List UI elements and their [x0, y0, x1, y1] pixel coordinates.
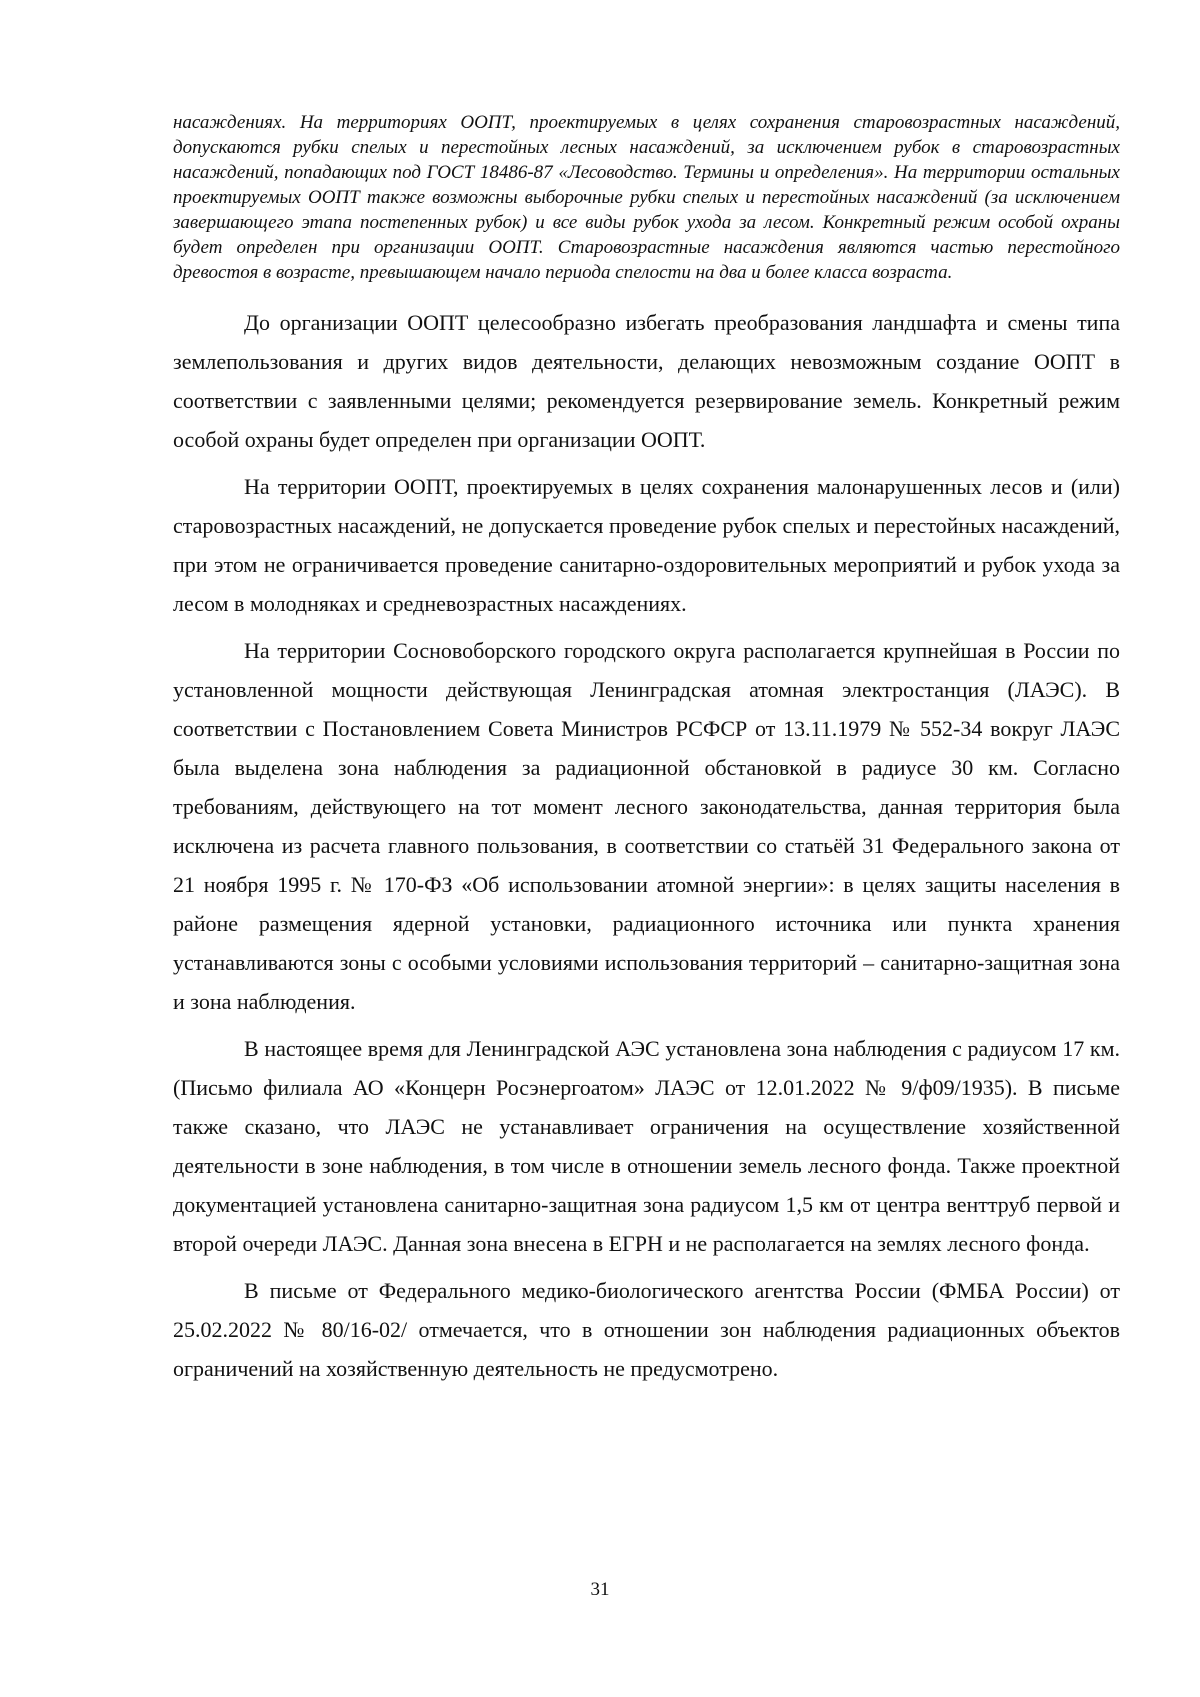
paragraph-oopt-logging: На территории ООПТ, проектируемых в целях сохранения малонарушенных лесов и (или) старовозрастных насаждений, не допускается проведение рубок спелых и перестойных насаждений, при этом не ограничивается проведение санитарно-оздоровительных мероприятий и рубок ухода за лесом в молодняках и средневозрастных насаждениях.: [173, 474, 1120, 616]
paragraph-oopt-organization: До организации ООПТ целесообразно избегать преобразования ландшафта и смены типа землепользования и других видов деятельности, делающих невозможным создание ООПТ в соответствии с заявленными целями; рекомендуется резервирование земель. Конкретный режим особой охраны будет определен при организации ООПТ.: [173, 310, 1120, 452]
paragraph-laes-observation-zone: На территории Сосновоборского городского округа располагается крупнейшая в России по установленной мощности действующая Ленинградская атомная электростанция (ЛАЭС). В соответствии с Постановлением Совета Министров РСФСР от 13.11.1979 № 552-34 вокруг ЛАЭС была выделена зона наблюдения за радиационной обстановкой в радиусе 30 км. Согласно требованиям, действующего на тот момент лесного законодательства, данная территория была исключена из расчета главного пользования, в соответствии со статьёй 31 Федерального закона от 21 ноября 1995 г. № 170-ФЗ «Об использовании атомной энергии»: в целях защиты населения в районе размещения ядерной установки, радиационного источника или пункта хранения устанавливаются зоны с особыми условиями использования территорий – санитарно-защитная зона и зона наблюдения.: [173, 638, 1120, 1014]
italic-note: насаждениях. На территориях ООПТ, проектируемых в целях сохранения старовозрастных насаждений, допускаются рубки спелых и перестойных лесных насаждений, за исключением рубок в старовозрастных насаждений, попадающих под ГОСТ 18486-87 «Лесоводство. Термины и определения». На территории остальных проектируемых ООПТ также возможны выборочные рубки спелых и перестойных насаждений (за исключением завершающего этапа постепенных рубок) и все виды рубок ухода за лесом. Конкретный режим особой охраны будет определен при организации ООПТ. Старовозрастные насаждения являются частью перестойного древостоя в возрасте, превышающем начало периода спелости на два и более класса возраста.: [173, 112, 1120, 283]
document-page: [173, 110, 1120, 1396]
paragraph-fmba-letter: В письме от Федерального медико-биологического агентства России (ФМБА России) от 25.02.2022 № 80/16-02/ отмечается, что в отношении зон наблюдения радиационных объектов ограничений на хозяйственную деятельность не предусмотрено.: [173, 1278, 1120, 1381]
page-number: 31: [590, 1579, 610, 1600]
paragraph-current-zone: В настоящее время для Ленинградской АЭС установлена зона наблюдения с радиусом 17 км. (Письмо филиала АО «Концерн Росэнергоатом» ЛАЭС от 12.01.2022 № 9/ф09/1935). В письме также сказано, что ЛАЭС не устанавливает ограничения на осуществление хозяйственной деятельности в зоне наблюдения, в том числе в отношении земель лесного фонда. Также проектной документацией установлена санитарно-защитная зона радиусом 1,5 км от центра венттруб первой и второй очереди ЛАЭС. Данная зона внесена в ЕГРН и не располагается на землях лесного фонда.: [173, 1036, 1120, 1256]
